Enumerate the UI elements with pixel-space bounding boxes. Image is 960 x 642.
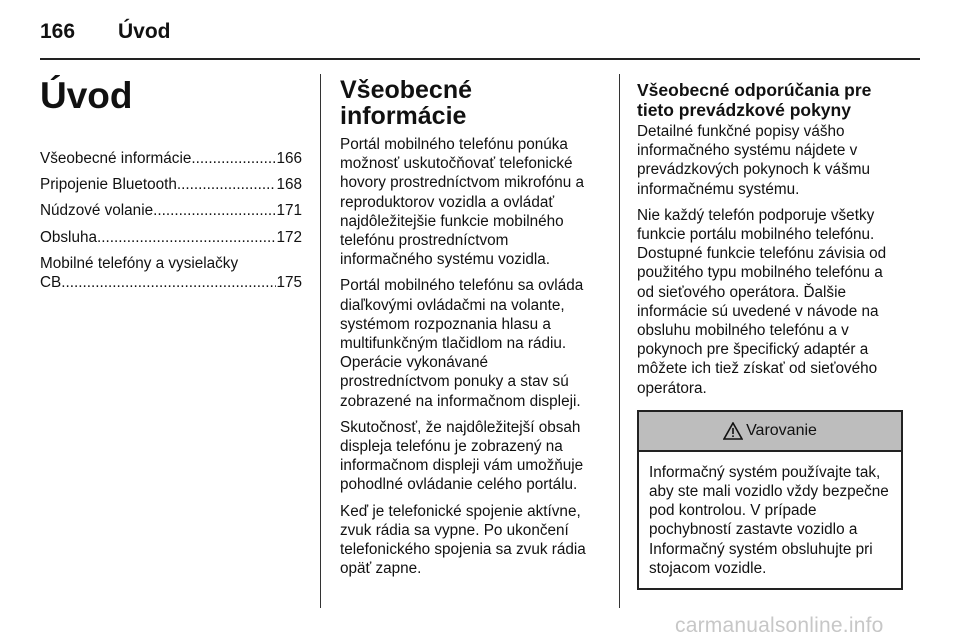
- page-number: 166: [40, 20, 76, 43]
- toc-entry-label: Pripojenie Bluetooth: [40, 176, 177, 194]
- column-toc: [40, 74, 302, 299]
- toc-entry-label-line1: Mobilné telefóny a vysielačky: [40, 254, 239, 272]
- column-divider: [619, 74, 620, 608]
- toc-entry-label: Núdzové volanie: [40, 202, 154, 220]
- warning-header: [639, 412, 901, 452]
- table-of-contents: [40, 149, 302, 292]
- toc-leader-dots: [177, 175, 277, 194]
- paragraph: Nie každý telefón podporuje všetky funkcie portálu mobilného telefónu. Dostupné funkcie telefónu závisia od použitého typu mobilného telefónu a od sieťového operátora. Ďalšie informácie sú uvedené v návode na obsluhu mobilného telefónu a v pokynoch pre špecifický adaptér a môžete ich tiež získať od sieťového operátora.: [637, 206, 887, 397]
- toc-entry-label: Všeobecné informácie: [40, 150, 192, 167]
- toc-leader-dots: [191, 149, 276, 168]
- toc-entry-label: Obsluha: [40, 228, 97, 246]
- toc-entry-page: 175: [276, 274, 302, 292]
- chapter-title: Úvod: [40, 75, 133, 116]
- header-section-title: Úvod: [118, 20, 171, 43]
- paragraph: Detailné funkčné popisy vášho informačného systému nájdete v prevádzkových pokynoch k vášmu informačnému systému.: [637, 123, 870, 198]
- toc-entry-page: 166: [276, 150, 302, 167]
- toc-entry-multiline[interactable]: [40, 254, 302, 292]
- paragraph: Portál mobilného telefónu ponúka možnosť uskutočňovať telefonické hovory prostredníctvom mikrofónu a reproduktorov vozidla a ovládať najdôležitejšie funkcie mobilného telefónu prostredníctvom informačného systému vozidla.: [340, 136, 585, 269]
- section-heading: Všeobecné informácie: [340, 76, 473, 130]
- toc-entry[interactable]: [40, 201, 302, 220]
- paragraph: Portál mobilného telefónu sa ovláda diaľkovými ovládačmi na volante, systémom rozpoznania hlasu a multifunkčným tlačidlom na rádiu. Operácie vykonávané prostredníctvom ponuky a stav sú zobrazené na informačnom displeji.: [340, 277, 584, 410]
- warning-text: Informačný systém používajte tak, aby ste mali vozidlo vždy bezpečne pod kontrolou. V prípade pochybností zastavte vozidlo a Informačný systém obsluhujte pri stojacom vozidle.: [649, 463, 889, 577]
- toc-entry[interactable]: [40, 228, 302, 247]
- warning-title: Varovanie: [746, 422, 817, 440]
- watermark-text: carmanualsonline.info: [675, 614, 884, 637]
- column-divider: [320, 74, 321, 608]
- section-heading: Všeobecné odporúčania pre tieto prevádzkové pokyny: [637, 80, 872, 120]
- toc-entry-page: 171: [276, 202, 302, 220]
- paragraph: Keď je telefonické spojenie aktívne, zvuk rádia sa vypne. Po ukončení telefonického spojenia sa zvuk rádia opäť zapne.: [340, 502, 586, 578]
- column-general-info: [340, 74, 600, 585]
- header-divider: [40, 58, 920, 60]
- paragraph: Skutočnosť, že najdôležitejší obsah displeja telefónu je zobrazený na informačnom displeji vám umožňuje pohodlné ovládanie celého portálu.: [340, 418, 584, 494]
- toc-leader-dots: [61, 273, 276, 292]
- warning-box: [637, 410, 903, 590]
- toc-entry-page: 172: [276, 228, 302, 246]
- toc-leader-dots: [153, 201, 276, 220]
- page-header: [40, 18, 920, 48]
- toc-entry[interactable]: [40, 175, 302, 194]
- toc-entry-page: 168: [276, 176, 302, 194]
- toc-entry-label-line2: CB: [40, 274, 62, 292]
- column-recommendations: [637, 74, 902, 590]
- toc-leader-dots: [97, 228, 276, 247]
- toc-entry[interactable]: [40, 149, 302, 168]
- warning-triangle-icon: [723, 422, 743, 440]
